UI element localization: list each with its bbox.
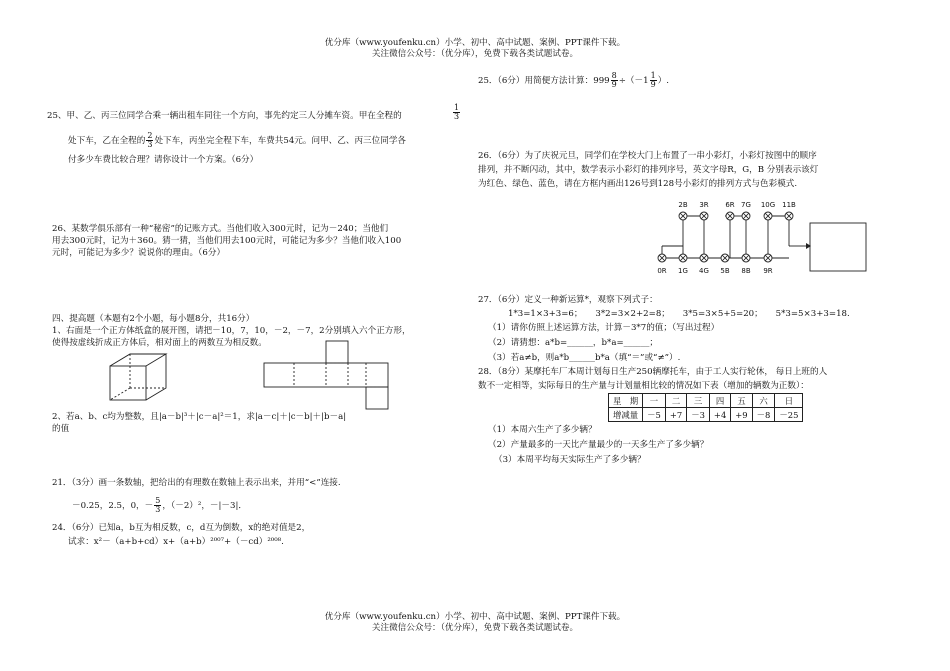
table-cell: +4 xyxy=(709,408,730,422)
table-cell: 三 xyxy=(687,394,710,408)
section-4-title: 四、提高题（本题有2个小题，每小题8分，共16分） xyxy=(52,314,255,324)
q25-left-line1: 25、甲、乙、丙三位同学合乘一辆出租车同往一个方向，事先约定三人分摊车资。甲在全程的 xyxy=(47,111,402,121)
light-bulb xyxy=(658,254,666,262)
production-table xyxy=(608,393,803,422)
light-label: 8B xyxy=(741,267,751,275)
table-cell: －25 xyxy=(775,408,803,422)
light-bulb xyxy=(742,254,750,262)
light-label: 6R xyxy=(725,201,735,209)
q25-left-line2: 处下车，乙在全程的 $\frac{2}{3}$ 处下车，丙坐完全程下车，车费共54元。问甲、乙、丙三位同学各 xyxy=(68,131,407,149)
q27-line1: 27．（6分）定义一种新运算*，观察下列式子： xyxy=(478,295,658,305)
p1-line1: 1、右面是一个正方体纸盒的展开图，请把－10，7，10，－2，－7，2分别填入六个正方形， xyxy=(52,326,411,336)
q27-examples: 1*3=1×3+3=6； 3*2=3×2+2=8； 3*5=3×5+5=20； 5*3=5×3+3=18. xyxy=(508,309,850,319)
q21-line1: 21．（3分）画一条数轴，把给出的有理数在数轴上表示出来，并用“<”连接. xyxy=(52,478,341,488)
light-label: 11B xyxy=(782,201,796,209)
table-cell: +7 xyxy=(665,408,686,422)
answer-box xyxy=(810,223,866,271)
q26-left-line2: 用去300元时，记为＋360。猜一猜，当他们用去100元时，可能记为多少？当他们收入100 xyxy=(52,236,402,246)
table-cell: 星 期 xyxy=(609,394,643,408)
page-header-line1: 优分库（www.youfenku.cn）小学、初中、高中试题、案例、PPT课件下载。 xyxy=(324,38,626,48)
light-bulb xyxy=(726,212,734,220)
table-cell: 日 xyxy=(775,394,803,408)
q26-right-line3: 为红色、绿色、蓝色，请在方框内画出126号到128号小彩灯的排列方式与色彩模式. xyxy=(478,179,798,189)
q28-line2: 数不一定相等，实际每日的生产量与计划量相比较的情况如下表（增加的辆数为正数）： xyxy=(478,381,809,391)
q21-numbers: －0.25，2.5，0，－ $\frac{5}{3}$ ，（－2）²，－|－3|． xyxy=(72,496,247,514)
light-bulb xyxy=(764,254,772,262)
q25-right-line: 25．（6分）用简便方法计算：999 $\frac{8}{9}$ ÷（－1 $\frac{1}{9}$ ）. xyxy=(478,71,670,89)
light-label: 0R xyxy=(657,267,667,275)
light-label: 1G xyxy=(678,267,688,275)
q26-left-line1: 26、某数学俱乐部有一种“秘密”的记账方式。当他们收入300元时，记为－240；当他们 xyxy=(52,224,389,234)
q24-line2: 试求：x²－（a+b+cd）x+（a+b）²⁰⁰⁷+（－cd）²⁰⁰⁸. xyxy=(68,537,284,547)
q26-right-line1: 26．（6分）为了庆祝元旦，同学们在学校大门上布置了一串小彩灯，小彩灯按图中的顺序 xyxy=(478,151,817,161)
p1-line2: 使得按虚线折成正方体后，相对面上的两数互为相反数。 xyxy=(52,338,267,348)
light-label: 9R xyxy=(763,267,773,275)
q25-left-frac1: $\frac{1}{3}$ xyxy=(454,103,460,121)
table-row xyxy=(609,408,803,422)
table-cell: +9 xyxy=(731,408,752,422)
cube-net-figure xyxy=(262,339,412,413)
cube-figure xyxy=(108,352,170,404)
q24-line1: 24．（6分）已知a，b互为相反数，c，d互为倒数，x的绝对值是2， xyxy=(52,523,311,533)
light-label: 5B xyxy=(720,267,730,275)
light-bulb xyxy=(785,212,793,220)
q28-part3: （3）本周平均每天实际生产了多少辆？ xyxy=(494,455,646,465)
q26-right-line2: 排列，并不断闪动，其中，数学表示小彩灯的排列序号，英文字母R，G，B 分别表示该灯 xyxy=(478,165,819,175)
table-cell: －5 xyxy=(643,408,666,422)
light-bulb xyxy=(679,212,687,220)
page-header-line2: 关注微信公众号：（优分库），免费下载各类试题试卷。 xyxy=(371,49,579,59)
q28-part2: （2）产量最多的一天比产量最少的一天多生产了多少辆？ xyxy=(488,440,709,450)
lights-diagram xyxy=(648,198,870,278)
q25-left-line3: 付多少车费比较合理？请你设计一个方案。（6分） xyxy=(68,155,259,165)
q28-part1: （1）本周六生产了多少辆？ xyxy=(488,425,597,435)
light-bulb xyxy=(742,212,750,220)
table-cell: 五 xyxy=(731,394,752,408)
light-bulb xyxy=(721,254,729,262)
p2-line1: 2、若a、b、c均为整数，且|a－b|³＋|c－a|²＝1，求|a－c|＋|c－b|＋|b－a| xyxy=(52,412,347,422)
q27-part3: （3）若a≠b，则a*b______b*a（填“＝”或“≠”）. xyxy=(488,353,681,363)
page-footer-line1: 优分库（www.youfenku.cn）小学、初中、高中试题、案例、PPT课件下载。 xyxy=(324,612,626,622)
table-cell: －3 xyxy=(687,408,710,422)
light-label: 2B xyxy=(678,201,688,209)
light-bulb xyxy=(700,212,708,220)
q27-part2: （2）请猜想：a*b=______，b*a=______； xyxy=(488,338,659,348)
light-label: 10G xyxy=(760,201,776,209)
page-footer-line2: 关注微信公众号：（优分库），免费下载各类试题试卷。 xyxy=(371,623,579,633)
table-cell: 增减量 xyxy=(609,408,643,422)
p2-line2: 的值 xyxy=(52,424,70,434)
table-cell: 四 xyxy=(709,394,730,408)
table-cell: 一 xyxy=(643,394,666,408)
table-cell: 六 xyxy=(752,394,775,408)
q27-part1: （1）请你仿照上述运算方法，计算－3*7的值；（写出过程） xyxy=(488,323,720,333)
light-label: 3R xyxy=(699,201,709,209)
light-label: 4G xyxy=(699,267,709,275)
q28-line1: 28．（8分）某摩托车厂本周计划每日生产250辆摩托车，由于工人实行轮休， 每日上班的人 xyxy=(478,367,828,377)
table-cell: 二 xyxy=(665,394,686,408)
table-cell: －8 xyxy=(752,408,775,422)
light-label: 7G xyxy=(741,201,751,209)
light-bulb xyxy=(679,254,687,262)
light-bulb xyxy=(764,212,772,220)
table-row xyxy=(609,394,803,408)
q26-left-line3: 元时，可能记为多少？说说你的理由。（6分） xyxy=(52,248,226,258)
light-bulb xyxy=(700,254,708,262)
